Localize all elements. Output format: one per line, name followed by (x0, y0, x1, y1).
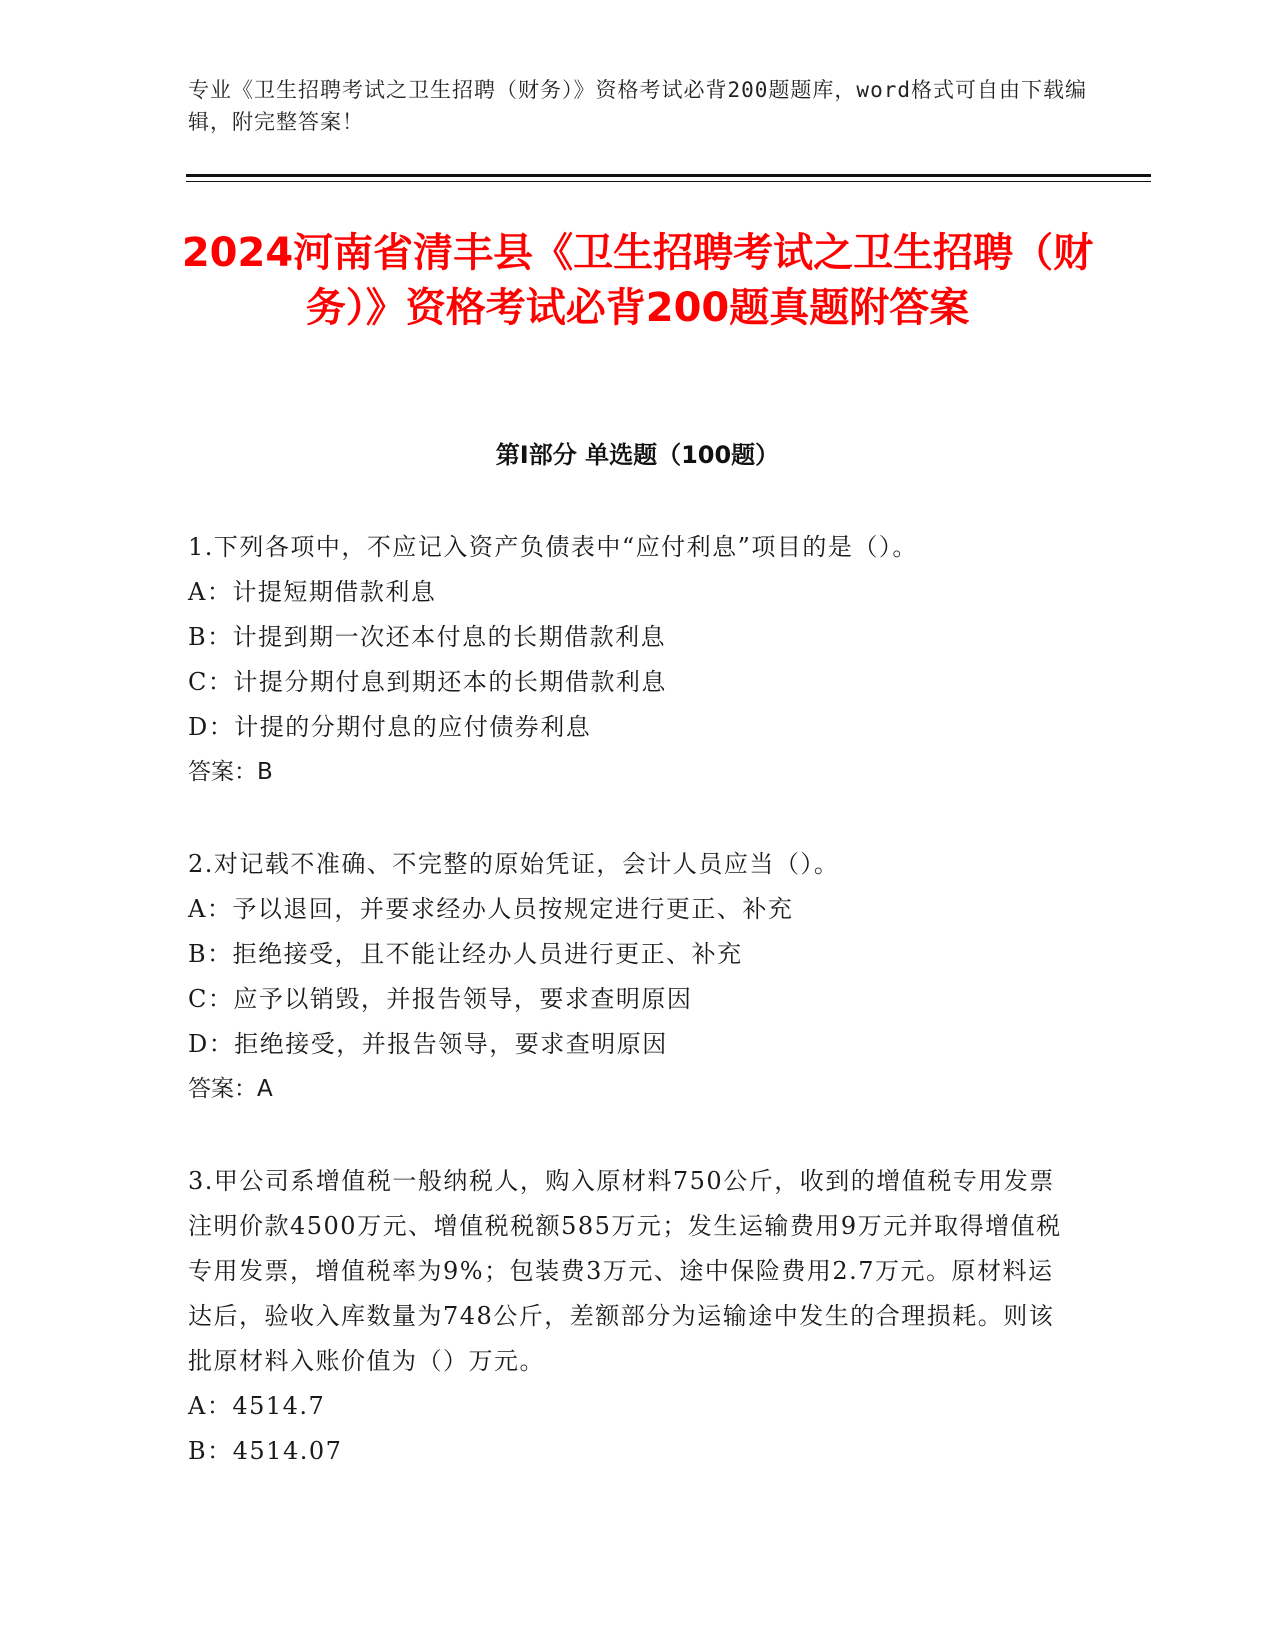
header-divider-thin (186, 181, 1151, 182)
option-a: A：计提短期借款利息 (188, 578, 437, 606)
header-divider-thick (186, 174, 1151, 177)
option-c: C：计提分期付息到期还本的长期借款利息 (188, 668, 667, 696)
option-b: B：拒绝接受，且不能让经办人员进行更正、补充 (188, 940, 743, 968)
option-a: A：予以退回，并要求经办人员按规定进行更正、补充 (188, 895, 794, 923)
question-stem: 3.甲公司系增值税一般纳税人，购入原材料750公斤，收到的增值税专用发票注明价款4500万元、增值税税额585万元；发生运输费用9万元并取得增值税专用发票，增值税率为9%；包装费3万元、途中保险费用2.7万元。原材料运达后，验收入库数量为748公斤，差额部分为运输途中发生的合理损耗。则该批原材料入账价值为（）万元。 (188, 1167, 1062, 1375)
question-stem: 2.对记载不准确、不完整的原始凭证，会计人员应当（）。 (188, 850, 840, 878)
section-title: 第I部分 单选题（100题） (495, 441, 780, 469)
option-d: D：拒绝接受，并报告领导，要求查明原因 (188, 1030, 668, 1058)
question-stem: 1.下列各项中，不应记入资产负债表中“应付利息”项目的是（）。 (188, 533, 918, 561)
answer: 答案：B (188, 759, 273, 785)
option-b: B：4514.07 (188, 1437, 343, 1465)
option-a: A：4514.7 (188, 1392, 326, 1420)
question-3 (188, 1159, 1068, 1474)
question-2 (188, 842, 1068, 1112)
answer: 答案：A (188, 1076, 273, 1102)
option-b: B：计提到期一次还本付息的长期借款利息 (188, 623, 667, 651)
option-d: D：计提的分期付息的应付债券利息 (188, 713, 592, 741)
option-c: C：应予以销毁，并报告领导，要求查明原因 (188, 985, 693, 1013)
question-1 (188, 525, 1068, 795)
document-title: 2024河南省清丰县《卫生招聘考试之卫生招聘（财务）》资格考试必背200题真题附答案 (181, 230, 1094, 331)
header-note: 专业《卫生招聘考试之卫生招聘（财务）》资格考试必背200题题库，word格式可自由下载编辑，附完整答案！ (188, 78, 1087, 134)
